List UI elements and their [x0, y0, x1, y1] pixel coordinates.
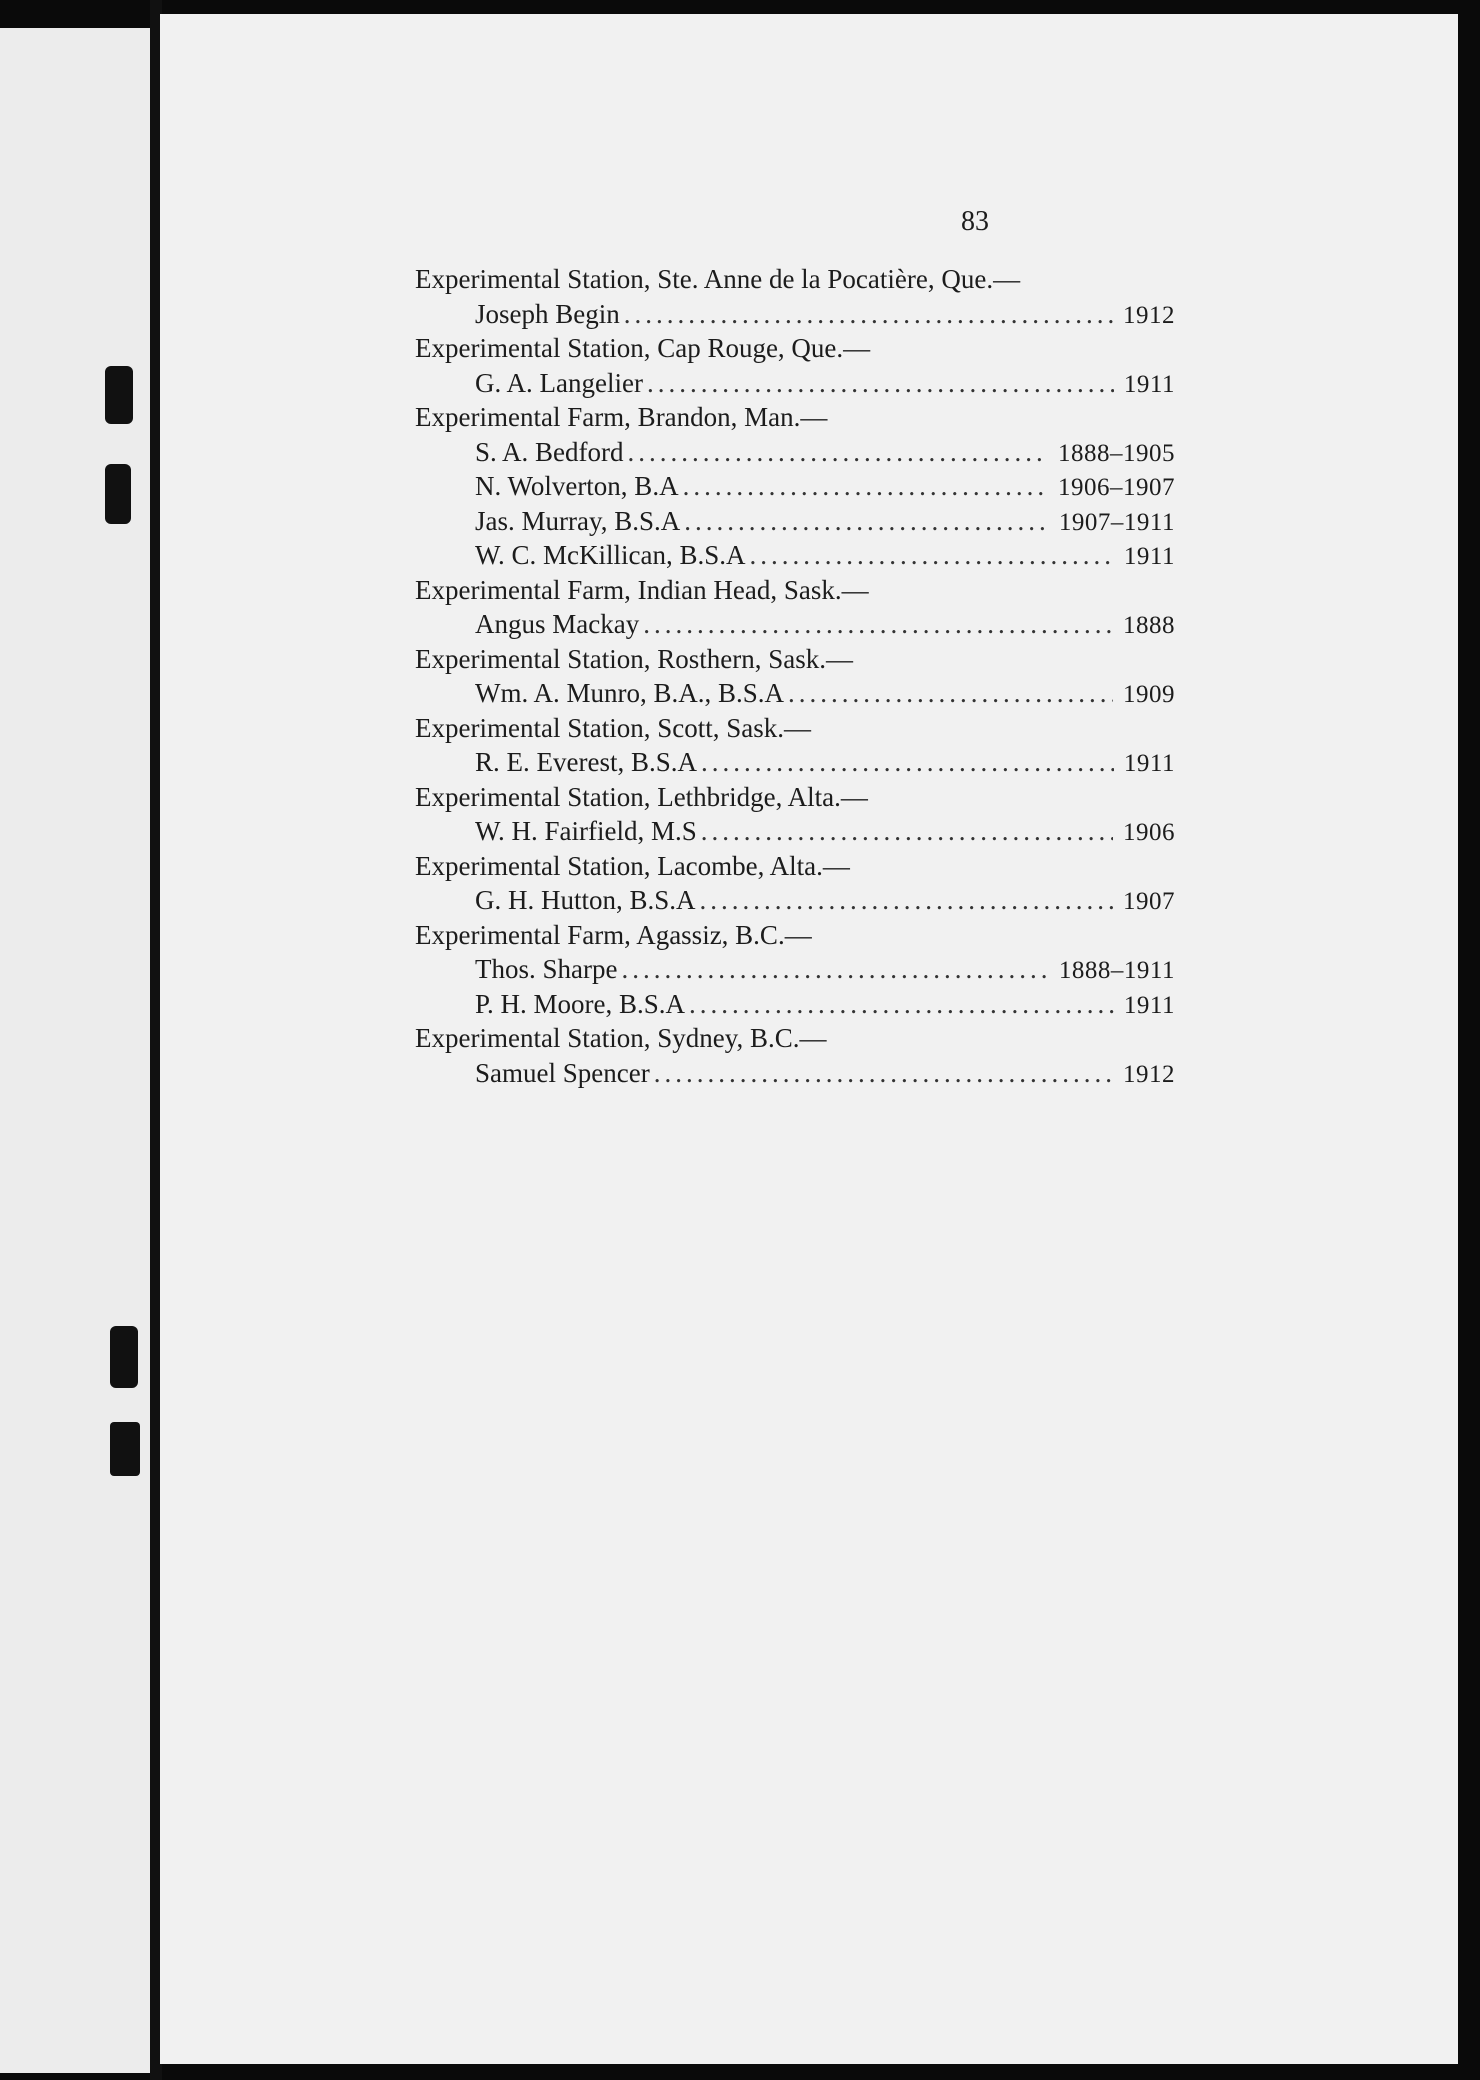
- staff-entry: [415, 745, 1175, 780]
- dot-leader: [700, 883, 1113, 918]
- station-heading: Experimental Station, Sydney, B.C.—: [415, 1023, 827, 1053]
- staff-entry: [415, 607, 1175, 642]
- staff-name: G. A. Langelier: [475, 367, 643, 398]
- service-years: 1912: [1123, 1060, 1175, 1088]
- page-number: 83: [961, 206, 989, 237]
- dot-leader: [684, 504, 1049, 539]
- staff-entry: [415, 883, 1175, 918]
- service-years: 1888–1911: [1058, 957, 1175, 984]
- dot-leader: [654, 1056, 1113, 1091]
- staff-entry: [415, 538, 1175, 573]
- service-years: 1907: [1123, 888, 1175, 915]
- dot-leader: [689, 987, 1114, 1022]
- dot-leader: [647, 366, 1114, 401]
- staff-entry: [415, 469, 1175, 504]
- dot-leader: [643, 607, 1113, 642]
- station-heading: Experimental Station, Lethbridge, Alta.—: [415, 781, 868, 812]
- station-heading: Experimental Station, Rosthern, Sask.—: [415, 643, 853, 674]
- station-heading: Experimental Station, Lacombe, Alta.—: [415, 850, 850, 881]
- binding-mark: [105, 464, 131, 524]
- service-years: 1911: [1123, 991, 1175, 1019]
- staff-entry: [415, 952, 1175, 987]
- staff-name: R. E. Everest, B.S.A: [475, 747, 697, 777]
- service-years: 1888–1905: [1058, 439, 1175, 467]
- service-years: 1888: [1123, 612, 1175, 639]
- staff-entry: [415, 1056, 1175, 1091]
- station-heading: Experimental Station, Cap Rouge, Que.—: [415, 333, 871, 363]
- station-heading: Experimental Farm, Indian Head, Sask.—: [415, 574, 869, 605]
- service-years: 1911: [1123, 750, 1175, 777]
- binding-mark: [110, 1422, 140, 1476]
- service-years: 1912: [1123, 301, 1175, 329]
- service-years: 1907–1911: [1058, 508, 1175, 536]
- station-staff-list: [415, 262, 1245, 1090]
- staff-name: Thos. Sharpe: [475, 954, 618, 984]
- staff-name: Samuel Spencer: [475, 1057, 650, 1088]
- staff-name: G. H. Hutton, B.S.A: [475, 885, 696, 915]
- staff-entry: [415, 504, 1175, 539]
- staff-entry: [415, 676, 1175, 711]
- binding-mark: [110, 1326, 138, 1388]
- staff-name: N. Wolverton, B.A: [475, 471, 679, 501]
- staff-name: Joseph Begin: [475, 298, 620, 329]
- facing-page-edge: [0, 28, 152, 2073]
- station-heading: Experimental Station, Ste. Anne de la Pocatière, Que.—: [415, 264, 1021, 294]
- station-heading: Experimental Farm, Agassiz, B.C.—: [415, 919, 812, 950]
- staff-name: Angus Mackay: [475, 609, 640, 639]
- service-years: 1909: [1123, 681, 1175, 708]
- staff-name: S. A. Bedford: [475, 436, 624, 467]
- staff-name: Wm. A. Munro, B.A., B.S.A: [475, 678, 785, 708]
- staff-name: Jas. Murray, B.S.A: [475, 505, 681, 536]
- dot-leader: [788, 676, 1113, 711]
- dot-leader: [701, 814, 1113, 849]
- staff-name: P. H. Moore, B.S.A: [475, 988, 686, 1019]
- dot-leader: [750, 538, 1114, 573]
- service-years: 1906: [1123, 819, 1175, 846]
- staff-entry: [415, 297, 1175, 332]
- service-years: 1906–1907: [1058, 474, 1175, 501]
- staff-entry: [415, 814, 1175, 849]
- dot-leader: [628, 435, 1049, 470]
- station-heading: Experimental Station, Scott, Sask.—: [415, 712, 811, 743]
- staff-name: W. H. Fairfield, M.S: [475, 816, 697, 846]
- service-years: 1911: [1123, 543, 1175, 570]
- staff-entry: [415, 987, 1175, 1022]
- binding-mark: [105, 366, 133, 424]
- dot-leader: [701, 745, 1114, 780]
- staff-name: W. C. McKillican, B.S.A: [475, 540, 746, 570]
- dot-leader: [621, 952, 1048, 987]
- dot-leader: [683, 469, 1048, 504]
- service-years: 1911: [1123, 370, 1175, 398]
- staff-entry: [415, 366, 1175, 401]
- station-heading: Experimental Farm, Brandon, Man.—: [415, 402, 828, 432]
- staff-entry: [415, 435, 1175, 470]
- dot-leader: [624, 297, 1113, 332]
